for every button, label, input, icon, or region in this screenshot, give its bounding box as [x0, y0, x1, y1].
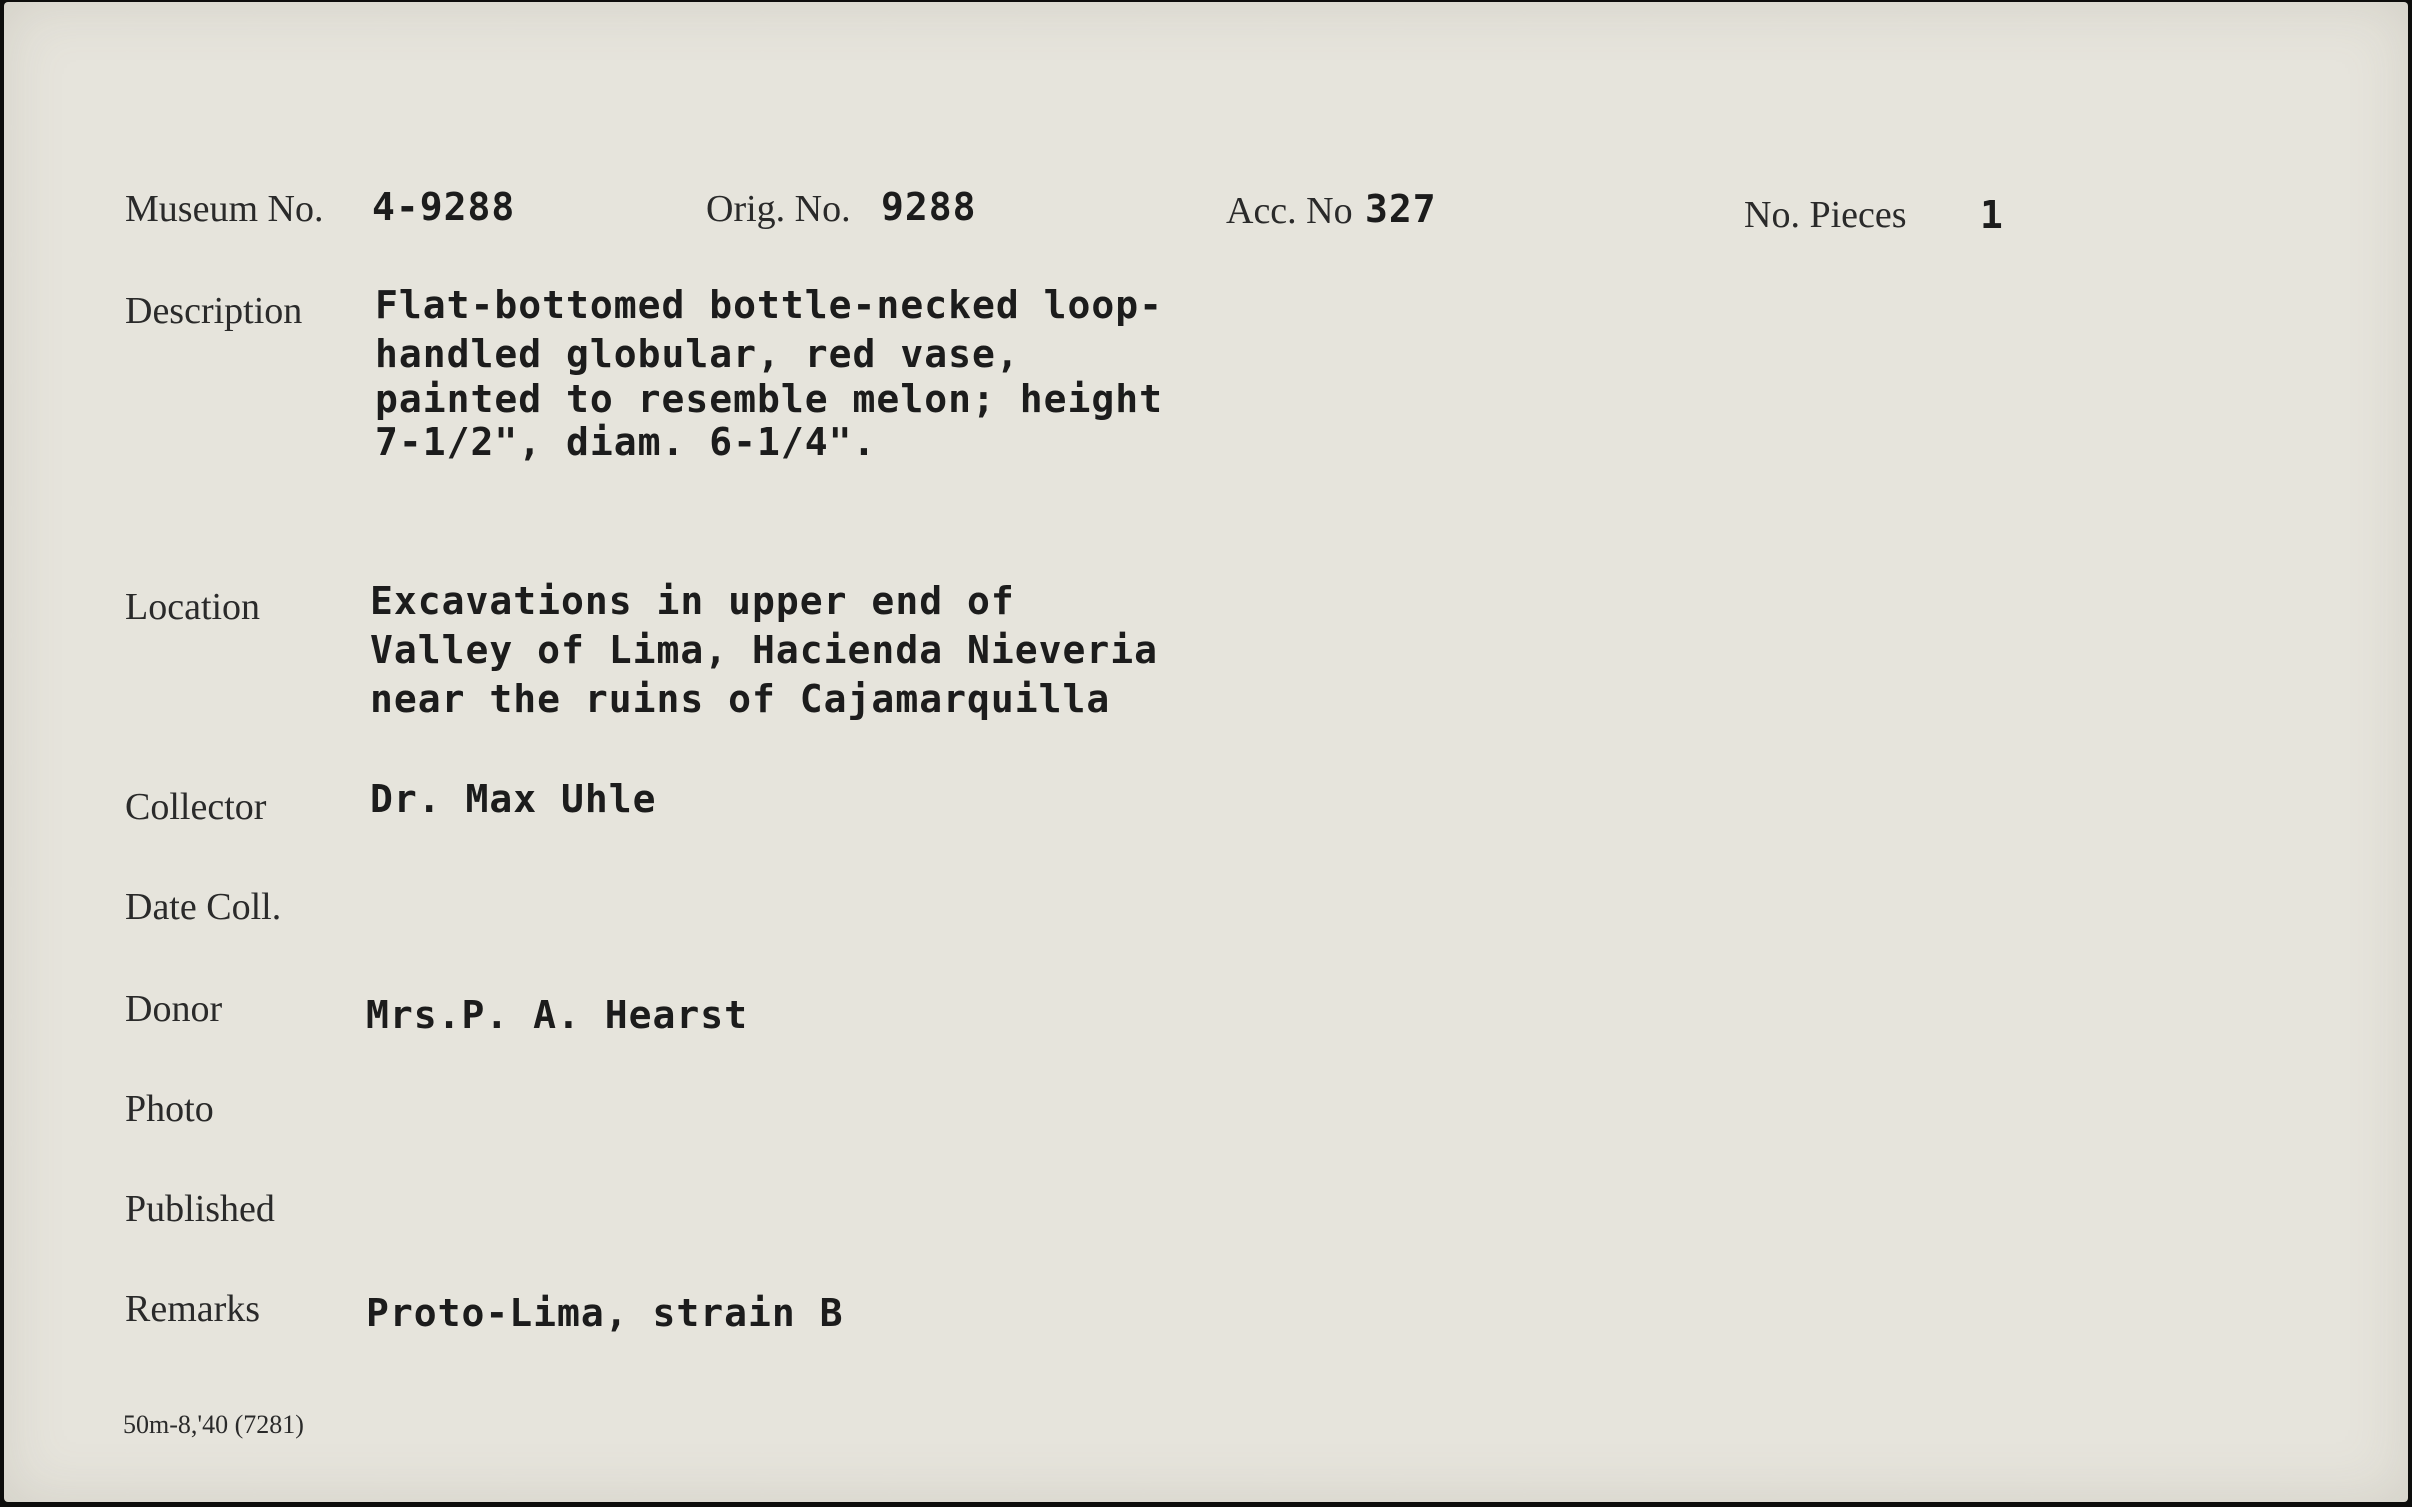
orig-no-label: Orig. No.	[706, 188, 851, 230]
donor-label: Donor	[125, 988, 223, 1030]
collector-value: Dr. Max Uhle	[370, 777, 657, 821]
location-label: Location	[125, 586, 261, 628]
print-code: 50m-8,'40 (7281)	[123, 1410, 304, 1439]
museum-no-label: Museum No.	[125, 188, 324, 230]
museum-no-value: 4-9288	[372, 185, 516, 229]
description-line: painted to resemble melon; height	[375, 377, 1163, 421]
description-line: handled globular, red vase,	[375, 332, 1020, 376]
remarks-label: Remarks	[125, 1288, 261, 1330]
location-line: Valley of Lima, Hacienda Nieveria	[370, 628, 1158, 672]
pieces-label: No. Pieces	[1744, 194, 1907, 236]
description-text	[375, 281, 1163, 467]
catalog-card	[4, 2, 2408, 1502]
location-line: near the ruins of Cajamarquilla	[370, 677, 1111, 721]
donor-value: Mrs.P. A. Hearst	[366, 993, 749, 1037]
published-label: Published	[125, 1188, 275, 1230]
acc-no-label: Acc. No	[1226, 190, 1353, 232]
acc-no-value: 327	[1365, 187, 1437, 231]
location-text	[370, 577, 1158, 724]
description-line: Flat-bottomed bottle-necked loop-	[375, 283, 1163, 327]
remarks-value: Proto-Lima, strain B	[366, 1291, 844, 1335]
pieces-value: 1	[1980, 193, 2004, 237]
location-line: Excavations in upper end of	[370, 579, 1015, 623]
orig-no-value: 9288	[881, 185, 977, 229]
photo-label: Photo	[125, 1088, 214, 1130]
date-coll-label: Date Coll.	[125, 886, 282, 928]
description-label: Description	[125, 290, 303, 332]
collector-label: Collector	[125, 786, 267, 828]
description-line: 7-1/2", diam. 6-1/4".	[375, 420, 877, 464]
